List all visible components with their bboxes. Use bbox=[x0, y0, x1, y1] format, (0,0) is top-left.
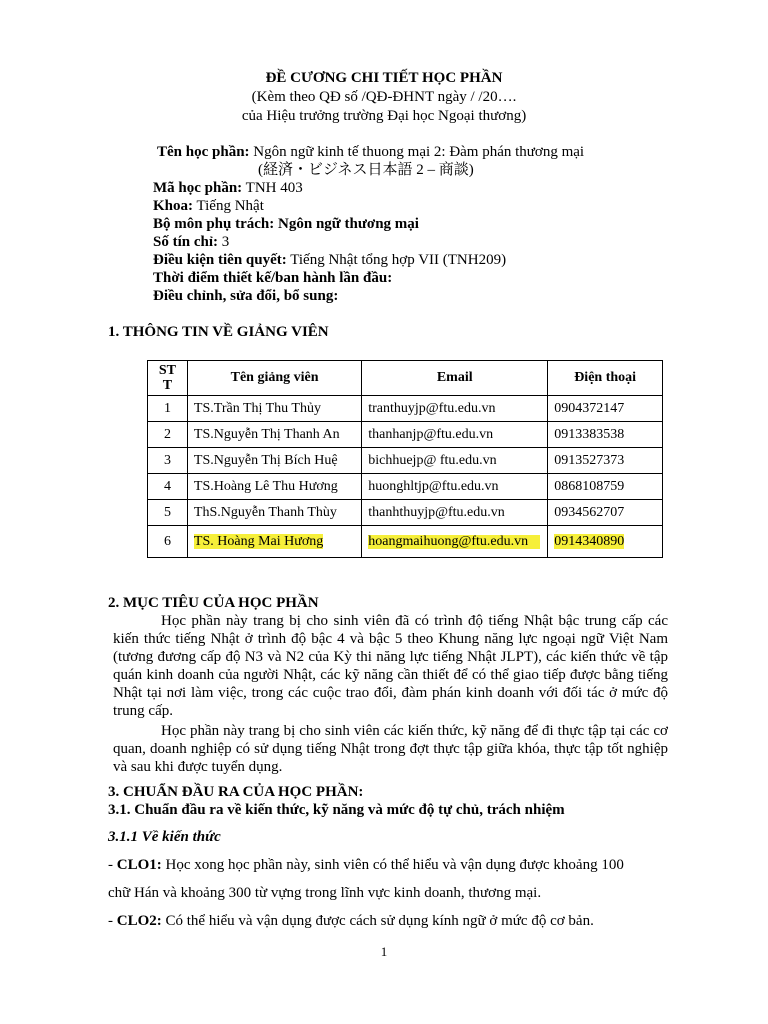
row-stt: 6 bbox=[148, 526, 188, 558]
lecturer-email: huonghltjp@ftu.edu.vn bbox=[362, 474, 548, 500]
prerequisite-value: Tiếng Nhật tổng hợp VII (TNH209) bbox=[290, 252, 507, 268]
lecturer-name: TS.Trần Thị Thu Thủy bbox=[187, 396, 361, 422]
lecturer-name: TS.Nguyễn Thị Bích Huệ bbox=[187, 448, 361, 474]
table-row bbox=[148, 474, 663, 500]
section-3-1-title: 3.1. Chuẩn đầu ra về kiến thức, kỹ năng và mức độ tự chủ, trách nhiệm bbox=[108, 802, 565, 818]
clo2-text: Có thể hiểu và vận dụng được cách sử dụng kính ngữ ở mức độ cơ bản. bbox=[165, 913, 594, 929]
credits-label: Số tín chỉ: bbox=[153, 234, 219, 250]
course-name-row bbox=[157, 143, 584, 162]
credits-value: 3 bbox=[221, 234, 230, 250]
row-stt: 1 bbox=[148, 396, 188, 422]
clo1-line-2: chữ Hán và khoảng 300 từ vựng trong lĩnh vực kinh doanh, thương mại. bbox=[108, 885, 542, 901]
course-name-label: Tên học phần: bbox=[157, 144, 250, 160]
section-3-1-1-title: 3.1.1 Về kiến thức bbox=[108, 829, 221, 845]
lecturer-name: ThS.Nguyễn Thanh Thùy bbox=[187, 500, 361, 526]
column-header-phone: Điện thoại bbox=[548, 361, 663, 396]
row-stt: 4 bbox=[148, 474, 188, 500]
lecturer-phone: 0913527373 bbox=[548, 448, 663, 474]
lecturer-phone: 0913383538 bbox=[548, 422, 663, 448]
clo1-text: Học xong học phần này, sinh viên có thể hiểu và vận dụng được khoảng 100 bbox=[165, 857, 624, 873]
decision-reference: (Kèm theo QĐ số /QĐ-ĐHNT ngày / /20…. bbox=[251, 89, 517, 105]
lecturer-email: thanhanjp@ftu.edu.vn bbox=[362, 422, 548, 448]
column-header-name: Tên giảng viên bbox=[187, 361, 361, 396]
department-row bbox=[153, 215, 419, 234]
row-stt: 2 bbox=[148, 422, 188, 448]
revision-label: Điều chỉnh, sửa đổi, bổ sung: bbox=[153, 288, 339, 304]
objective-paragraph-1: Học phần này trang bị cho sinh viên đã có trình độ tiếng Nhật bậc trung cấp các kiến thức tiếng Nhật ở trình độ bậc 4 và bậc 5 theo Khung năng lực ngoại ngữ Việt Nam (tương đương cấp độ N3 và N2 của Kỳ thi năng lực tiếng Nhật JLPT), các kiến thức về tập quán kinh doanh của người Nhật, các kỹ năng cần thiết để có thể giao tiếp được bằng tiếng Nhật tại nơi làm việc, trong các cuộc trao đổi, đàm phán kinh doanh với đối tác ở mức độ trung cấp. bbox=[113, 613, 668, 719]
column-header-email: Email bbox=[362, 361, 548, 396]
issuer-line: của Hiệu trưởng trường Đại học Ngoại thương) bbox=[241, 108, 527, 124]
lecturer-email-cell bbox=[362, 526, 548, 558]
clo1-line-1: - CLO1: Học xong học phần này, sinh viên có thể hiểu và vận dụng được khoảng 100 bbox=[108, 857, 624, 873]
lecturer-email: bichhuejp@ ftu.edu.vn bbox=[362, 448, 548, 474]
lecturer-email: tranthuyjp@ftu.edu.vn bbox=[362, 396, 548, 422]
course-code-row bbox=[153, 179, 303, 198]
clo1-label: CLO1: bbox=[116, 857, 162, 873]
table-row bbox=[148, 526, 663, 558]
row-stt: 3 bbox=[148, 448, 188, 474]
lecturer-phone: 0934562707 bbox=[548, 500, 663, 526]
department-value: Ngôn ngữ thương mại bbox=[278, 216, 419, 232]
prerequisite-label: Điều kiện tiên quyết: bbox=[153, 252, 287, 268]
lecturer-name: TS. Hoàng Mai Hương bbox=[193, 533, 324, 549]
lecturer-name: TS.Nguyễn Thị Thanh An bbox=[187, 422, 361, 448]
row-stt: 5 bbox=[148, 500, 188, 526]
clo2-line: - CLO2: Có thể hiểu và vận dụng được cách sử dụng kính ngữ ở mức độ cơ bản. bbox=[108, 913, 594, 929]
section-1-title: 1. THÔNG TIN VỀ GIẢNG VIÊN bbox=[108, 324, 329, 340]
table-row bbox=[148, 500, 663, 526]
design-date-label: Thời điểm thiết kế/ban hành lần đầu: bbox=[153, 270, 393, 286]
lecturer-name: TS.Hoàng Lê Thu Hương bbox=[187, 474, 361, 500]
lecturer-phone-cell bbox=[548, 526, 663, 558]
prerequisite-row bbox=[153, 251, 506, 270]
faculty-value: Tiếng Nhật bbox=[196, 198, 264, 214]
table-row bbox=[148, 422, 663, 448]
course-code-label: Mã học phần: bbox=[153, 180, 243, 196]
section-3-title: 3. CHUẨN ĐẦU RA CỦA HỌC PHẦN: bbox=[108, 784, 364, 800]
lecturer-phone: 0904372147 bbox=[548, 396, 663, 422]
lecturer-email: thanhthuyjp@ftu.edu.vn bbox=[362, 500, 548, 526]
lecturer-phone: 0868108759 bbox=[548, 474, 663, 500]
department-label: Bộ môn phụ trách: bbox=[153, 216, 275, 232]
lecturer-name-cell bbox=[187, 526, 361, 558]
lecturer-phone: 0914340890 bbox=[554, 533, 625, 549]
lecturer-table bbox=[147, 360, 663, 558]
faculty-row bbox=[153, 197, 264, 216]
course-name-jp: (経済・ビジネス日本語 2 – 商談) bbox=[258, 162, 474, 178]
table-row bbox=[148, 448, 663, 474]
faculty-label: Khoa: bbox=[153, 198, 194, 214]
lecturer-email: hoangmaihuong@ftu.edu.vn bbox=[368, 535, 540, 549]
section-2-title: 2. MỤC TIÊU CỦA HỌC PHẦN bbox=[108, 595, 319, 611]
clo2-label: CLO2: bbox=[116, 913, 162, 929]
table-header-row bbox=[148, 361, 663, 396]
page-number: 1 bbox=[380, 944, 388, 959]
table-row bbox=[148, 396, 663, 422]
course-code: TNH 403 bbox=[245, 180, 303, 196]
document-title: ĐỀ CƯƠNG CHI TIẾT HỌC PHẦN bbox=[265, 70, 503, 86]
objective-paragraph-2: Học phần này trang bị cho sinh viên các kiến thức, kỹ năng để đi thực tập tại các cơ quan, doanh nghiệp có sử dụng tiếng Nhật trong đợt thực tập giữa khóa, thực tập tốt nghiệp và sau khi được tuyển dụng. bbox=[113, 723, 668, 775]
credits-row bbox=[153, 233, 229, 252]
course-name: Ngôn ngữ kinh tế thuong mại 2: Đàm phán thương mại bbox=[253, 144, 585, 160]
column-header-stt: ST T bbox=[148, 361, 188, 396]
